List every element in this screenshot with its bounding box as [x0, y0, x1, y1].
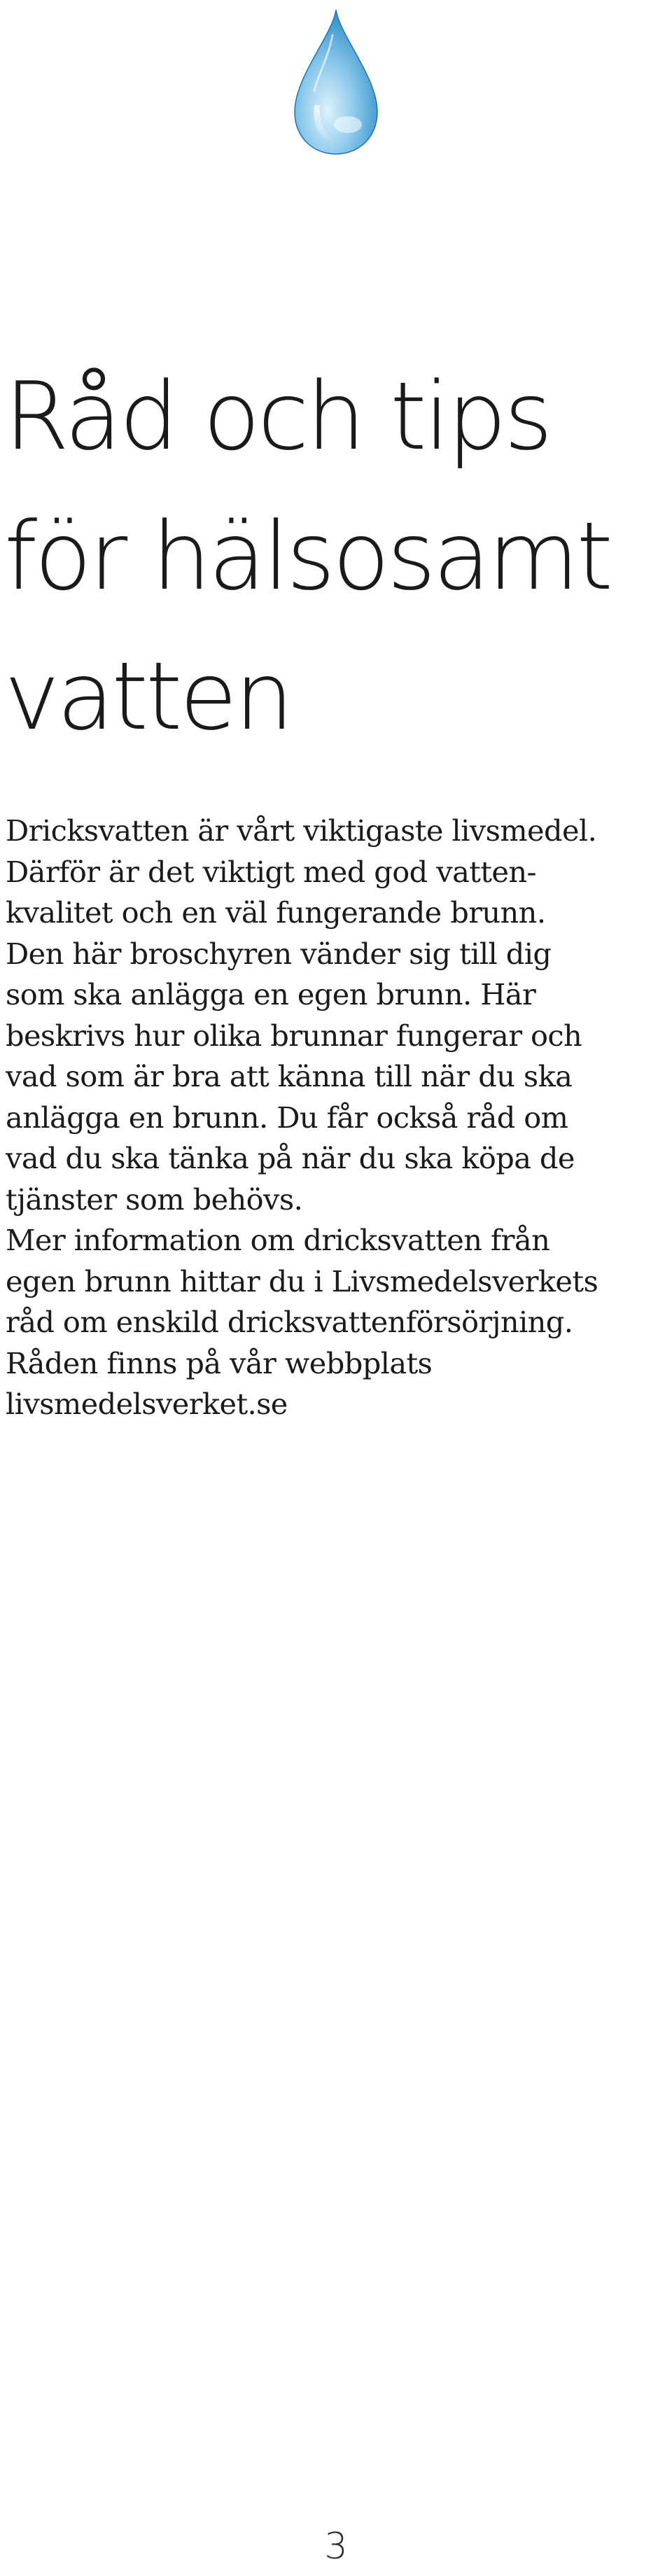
page-number: 3	[324, 2526, 348, 2568]
website-link[interactable]: livsmedelsverket.se	[6, 1387, 288, 1421]
page-title	[4, 346, 662, 766]
body-line: kvalitet och en väl fungerande brunn.	[6, 895, 546, 930]
body-line: anlägga en brunn. Du får också råd om	[6, 1100, 568, 1135]
intro-paragraph	[6, 811, 667, 1425]
body-line: Den här broschyren vänder sig till dig	[6, 936, 552, 971]
body-line: som ska anlägga en egen brunn. Här	[6, 977, 536, 1011]
body-line: råd om enskild dricksvattenförsörjning.	[6, 1305, 573, 1339]
body-line: Därför är det viktigt med god vatten-	[6, 854, 536, 889]
body-line: Råden finns på vår webbplats	[6, 1345, 433, 1380]
water-drop-icon	[290, 7, 382, 158]
body-line: tjänster som behövs.	[6, 1182, 303, 1217]
body-line: vad du ska tänka på när du ska köpa de	[6, 1141, 575, 1175]
title-line: vatten	[4, 642, 291, 751]
title-line: Råd och tips	[4, 362, 550, 471]
body-line: vad som är bra att känna till när du ska	[6, 1059, 573, 1093]
body-line: Dricksvatten är vårt viktigaste livsmedel.	[6, 813, 597, 848]
body-line: Mer information om dricksvatten från	[6, 1223, 550, 1257]
body-line: egen brunn hittar du i Livsmedelsverkets	[6, 1264, 598, 1298]
title-line: för hälsosamt	[4, 502, 610, 611]
body-line: beskrivs hur olika brunnar fungerar och	[6, 1018, 582, 1053]
